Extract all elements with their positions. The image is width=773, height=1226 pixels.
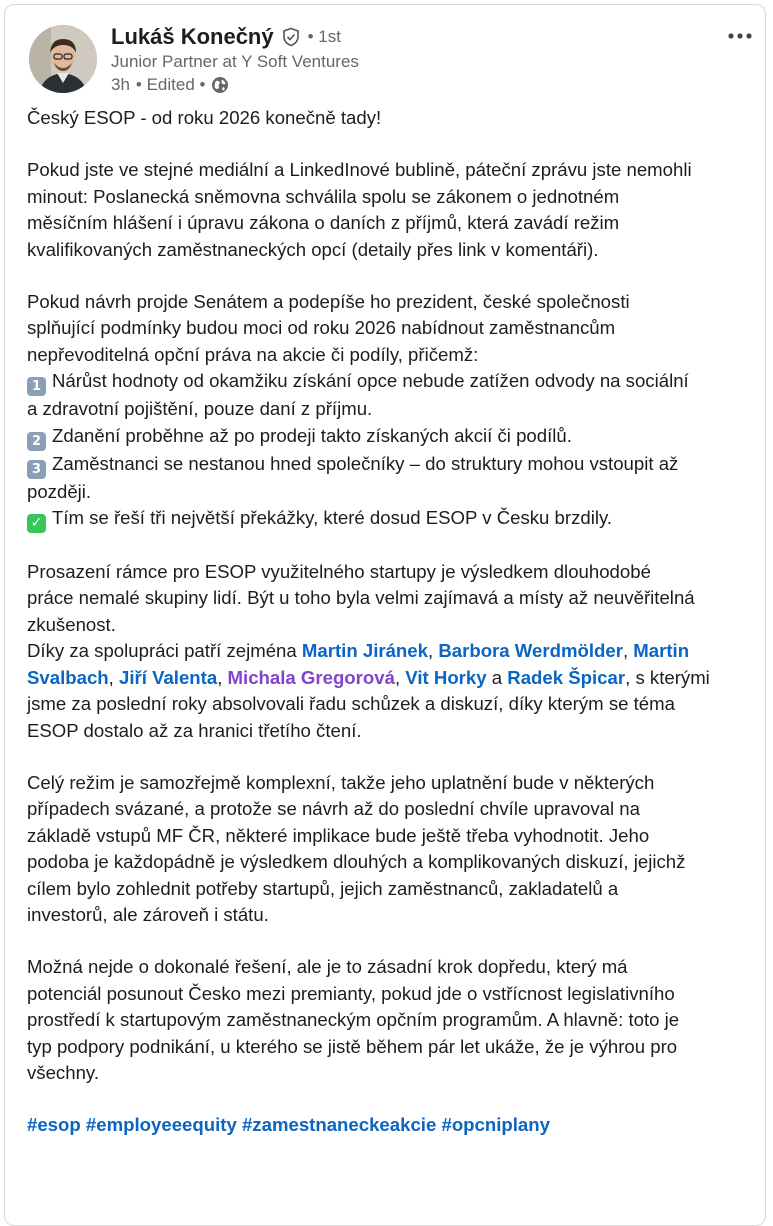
mention-martin-jiranek[interactable]: Martin Jiránek	[301, 640, 428, 662]
list-item-text: Zaměstnanci se nestanou hned společníky – do struktury mohou vstoupit až	[52, 452, 679, 474]
text-line: Prosazení rámce pro ESOP využitelného startupy je výsledkem dlouhodobé	[27, 561, 651, 583]
shield-check-icon	[281, 27, 301, 47]
text-fragment: Díky za spolupráci patří zejména	[27, 640, 302, 662]
post-card	[4, 4, 766, 1226]
text-line: ESOP dostalo až za hranici třetího čtení.	[27, 719, 362, 741]
mention-martin-svalbach[interactable]: Martin	[633, 640, 690, 662]
text-fragment: , s kterými	[625, 666, 710, 688]
hashtag-line	[27, 1112, 762, 1138]
connection-degree: • 1st	[307, 27, 341, 46]
paragraph-1	[27, 157, 762, 263]
more-options-button[interactable]	[723, 21, 757, 51]
text-line: typ podpory podnikání, u kterého se jistě během pár let ukáže, že je výhrou pro	[27, 1035, 678, 1057]
list-item	[27, 505, 762, 533]
ellipsis-icon	[727, 32, 753, 40]
paragraph-5	[27, 954, 762, 1086]
text-line: prostředí k startupovým zaměstnaneckým opčním programům. A hlavně: toto je	[27, 1009, 680, 1031]
text-line: cílem bylo zohlednit potřeby startupů, jejich zaměstnanců, zakladatelů a	[27, 877, 619, 899]
avatar-photo	[29, 25, 97, 93]
paragraph-3	[27, 559, 762, 744]
text-line: všechny.	[27, 1061, 99, 1083]
text-line: Pokud jste ve stejné mediální a LinkedInové bublině, páteční zprávu jste nemohli	[27, 159, 692, 181]
text-line: minout: Poslanecká sněmovna schválila spolu se zákonem o jednotném	[27, 185, 620, 207]
check-mark-icon: ✓	[27, 514, 46, 533]
author-name[interactable]: Lukáš Konečný	[111, 24, 274, 49]
text-line: případech svázané, a protože se návrh až do poslední chvíle upravoval na	[27, 798, 640, 820]
hashtag-zamestnaneckeakcie[interactable]: #zamestnaneckeakcie	[241, 1114, 437, 1136]
list-item-text: Nárůst hodnoty od okamžiku získání opce nebude zatížen odvody na sociální	[52, 370, 689, 392]
text-line: a zdravotní pojištění, pouze daní z příjmu.	[27, 398, 373, 420]
author-headline: Junior Partner at Y Soft Ventures	[111, 52, 359, 71]
text-line: Pokud návrh projde Senátem a podepíše ho prezident, české společnosti	[27, 291, 630, 313]
mention-radek-spicar[interactable]: Radek Špicar	[507, 666, 626, 688]
text-line: nepřevoditelná opční práva na akcie či podíly, přičemž:	[27, 343, 479, 365]
post-body	[27, 105, 762, 1165]
text-line: investorů, ale zároveň i státu.	[27, 903, 269, 925]
text-line: kvalifikovaných zaměstnaneckých opcí (detaily přes link v komentáři).	[27, 238, 599, 260]
edited-label: • Edited •	[135, 75, 206, 94]
post-title	[27, 105, 762, 131]
text-line: Český ESOP - od roku 2026 konečně tady!	[27, 107, 382, 128]
hashtags	[27, 1112, 762, 1138]
text-line: měsíčním hlášení i úpravu zákona o daních z příjmů, která zavádí režim	[27, 212, 620, 234]
text-line: potenciál posunout Česko mezi premianty, pokud jde o vstřícnost legislativního	[27, 982, 675, 1004]
keycap-three-icon: 3	[27, 460, 46, 479]
text-line: splňující podmínky budou moci od roku 2026 nabídnout zaměstnancům	[27, 317, 616, 339]
text-line: Možná nejde o dokonalé řešení, ale je to zásadní krok dopředu, který má	[27, 956, 628, 978]
text-fragment: ,	[622, 640, 634, 662]
list-item	[27, 423, 762, 451]
text-fragment: ,	[394, 666, 406, 688]
list-item	[27, 451, 762, 479]
thanks-line-1	[27, 638, 762, 664]
mention-vit-horky[interactable]: Vit Horky	[405, 666, 487, 688]
list-item	[27, 368, 762, 396]
post-header	[27, 19, 757, 99]
list-item-text: Tím se řeší tři největší překážky, které dosud ESOP v Česku brzdily.	[52, 507, 613, 529]
mention-barbora-werdmolder[interactable]: Barbora Werdmölder	[438, 640, 623, 662]
text-line: zkušenost.	[27, 613, 116, 635]
mention-michala-gregorova[interactable]: Michala Gregorová	[227, 666, 395, 688]
text-fragment: ,	[108, 666, 119, 688]
hashtag-employeeequity[interactable]: #employeeequity	[85, 1114, 237, 1136]
text-fragment: ,	[427, 640, 439, 662]
keycap-two-icon: 2	[27, 432, 46, 451]
text-fragment: ,	[217, 666, 228, 688]
text-line: základě vstupů MF ČR, některé implikace bude ještě třeba vyhodnotit. Jeho	[27, 824, 650, 846]
keycap-one-icon: 1	[27, 377, 46, 396]
text-fragment: a	[486, 666, 508, 688]
name-line	[111, 23, 341, 51]
post-meta	[111, 75, 229, 95]
text-line: práce nemalé skupiny lidí. Být u toho byla velmi zajímavá a místy až neuvěřitelná	[27, 587, 695, 609]
paragraph-2	[27, 289, 762, 533]
mention-martin-svalbach-cont[interactable]: Svalbach	[27, 666, 109, 688]
post-time: 3h	[111, 75, 130, 94]
globe-icon	[211, 76, 229, 94]
mention-jiri-valenta[interactable]: Jiří Valenta	[119, 666, 218, 688]
hashtag-opcniplany[interactable]: #opcniplany	[441, 1114, 550, 1136]
avatar[interactable]	[29, 25, 97, 93]
text-line: později.	[27, 480, 92, 502]
paragraph-4	[27, 770, 762, 928]
text-line: Celý režim je samozřejmě komplexní, takže jeho uplatnění bude v některých	[27, 771, 655, 793]
hashtag-esop[interactable]: #esop	[27, 1114, 81, 1136]
list-item-text: Zdanění proběhne až po prodeji takto získaných akcií či podílů.	[52, 424, 572, 446]
text-line: jsme za poslední roky absolvovali řadu schůzek a diskuzí, díky kterým se téma	[27, 693, 675, 715]
text-line: podoba je každopádně je výsledkem dlouhých a komplikovaných diskuzí, jejichž	[27, 851, 686, 873]
thanks-line-2	[27, 665, 762, 691]
